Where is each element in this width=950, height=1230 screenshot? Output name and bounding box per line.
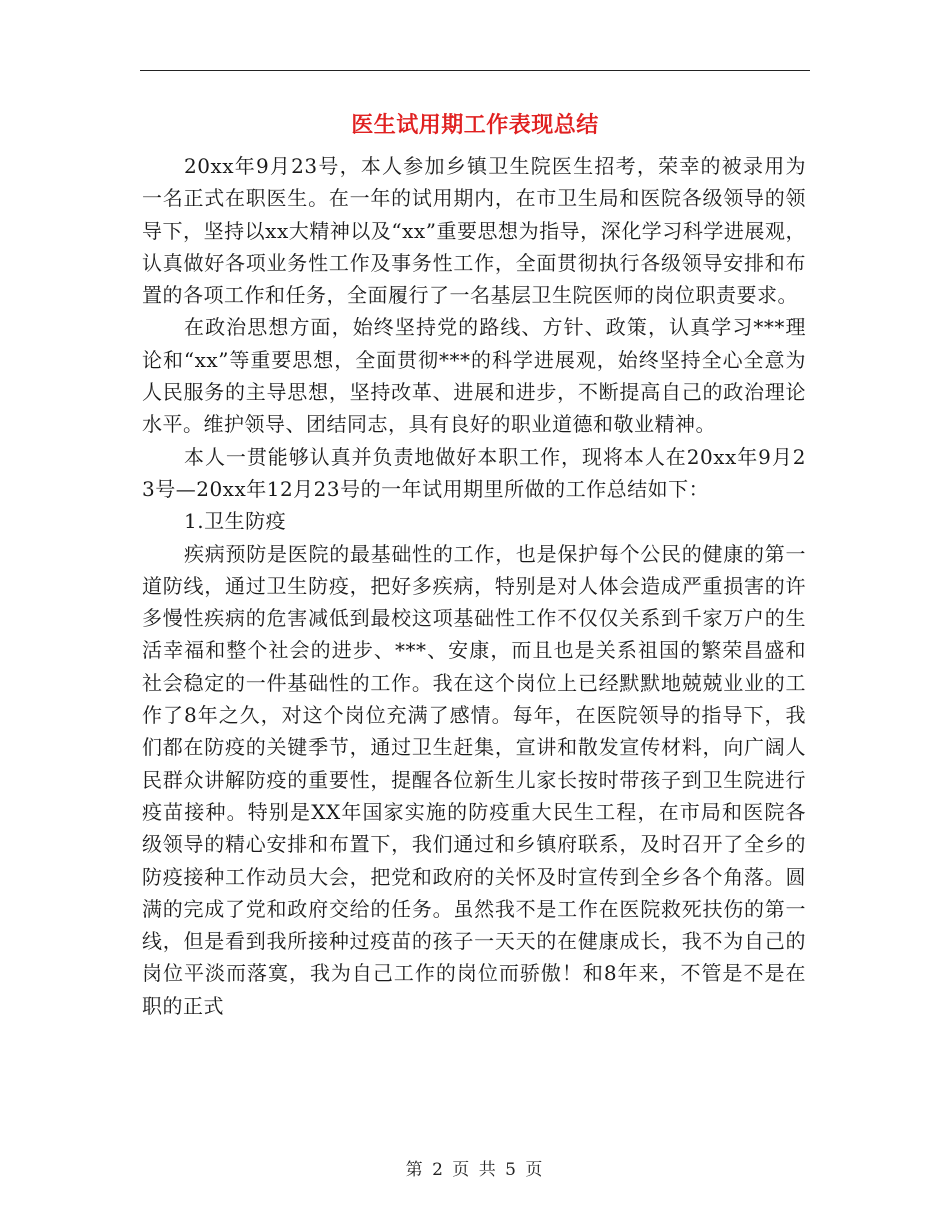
paragraph-intro: 20xx年9月23号，本人参加乡镇卫生院医生招考，荣幸的被录用为一名正式在职医生。在一年的试用期内，在市卫生局和医院各级领导的领导下，坚持以xx大精神以及“xx”重要思想为指导，深化学习科学进展观，认真做好各项业务性工作及事务性工作，全面贯彻执行各级领导安排和布置的各项工作和任务，全面履行了一名基层卫生院医师的岗位职责要求。 [142, 154, 806, 308]
section-heading-epidemic-prevention: 1.卫生防疫 [184, 509, 287, 534]
paragraph-political: 在政治思想方面，始终坚持党的路线、方针、政策，认真学习***理论和“xx”等重要思想，全面贯彻***的科学进展观，始终坚持全心全意为人民服务的主导思想，坚持改革、进展和进步，不断提高自己的政治理论水平。维护领导、团结同志，具有良好的职业道德和敬业精神。 [142, 315, 806, 437]
paragraph-summary-lead: 本人一贯能够认真并负责地做好本职工作，现将本人在20xx年9月23号—20xx年12月23号的一年试用期里所做的工作总结如下： [142, 444, 806, 501]
page-footer: 第 2 页 共 5 页 [405, 1160, 545, 1180]
document-body [142, 150, 806, 1022]
document-title: 医生试用期工作表现总结 [351, 113, 599, 138]
header-rule [140, 70, 810, 71]
paragraph-epidemic-prevention: 疾病预防是医院的最基础性的工作，也是保护每个公民的健康的第一道防线，通过卫生防疫，把好多疾病，特别是对人体会造成严重损害的许多慢性疾病的危害减低到最校这项基础性工作不仅仅关系到千家万户的生活幸福和整个社会的进步、***、安康，而且也是关系祖国的繁荣昌盛和社会稳定的一件基础性的工作。我在这个岗位上已经默默地兢兢业业的工作了8年之久，对这个岗位充满了感情。每年，在医院领导的指导下，我们都在防疫的关键季节，通过卫生赶集，宣讲和散发宣传材料，向广阔人民群众讲解防疫的重要性，提醒各位新生儿家长按时带孩子到卫生院进行疫苗接种。特别是XX年国家实施的防疫重大民生工程，在市局和医院各级领导的精心安排和布置下，我们通过和乡镇府联系，及时召开了全乡的防疫接种工作动员大会，把党和政府的关怀及时宣传到全乡各个角落。圆满的完成了党和政府交给的任务。虽然我不是工作在医院救死扶伤的第一线，但是看到我所接种过疫苗的孩子一天天的在健康成长，我不为自己的岗位平淡而落寞，我为自己工作的岗位而骄傲！和8年来，不管是不是在职的正式 [142, 541, 806, 1018]
